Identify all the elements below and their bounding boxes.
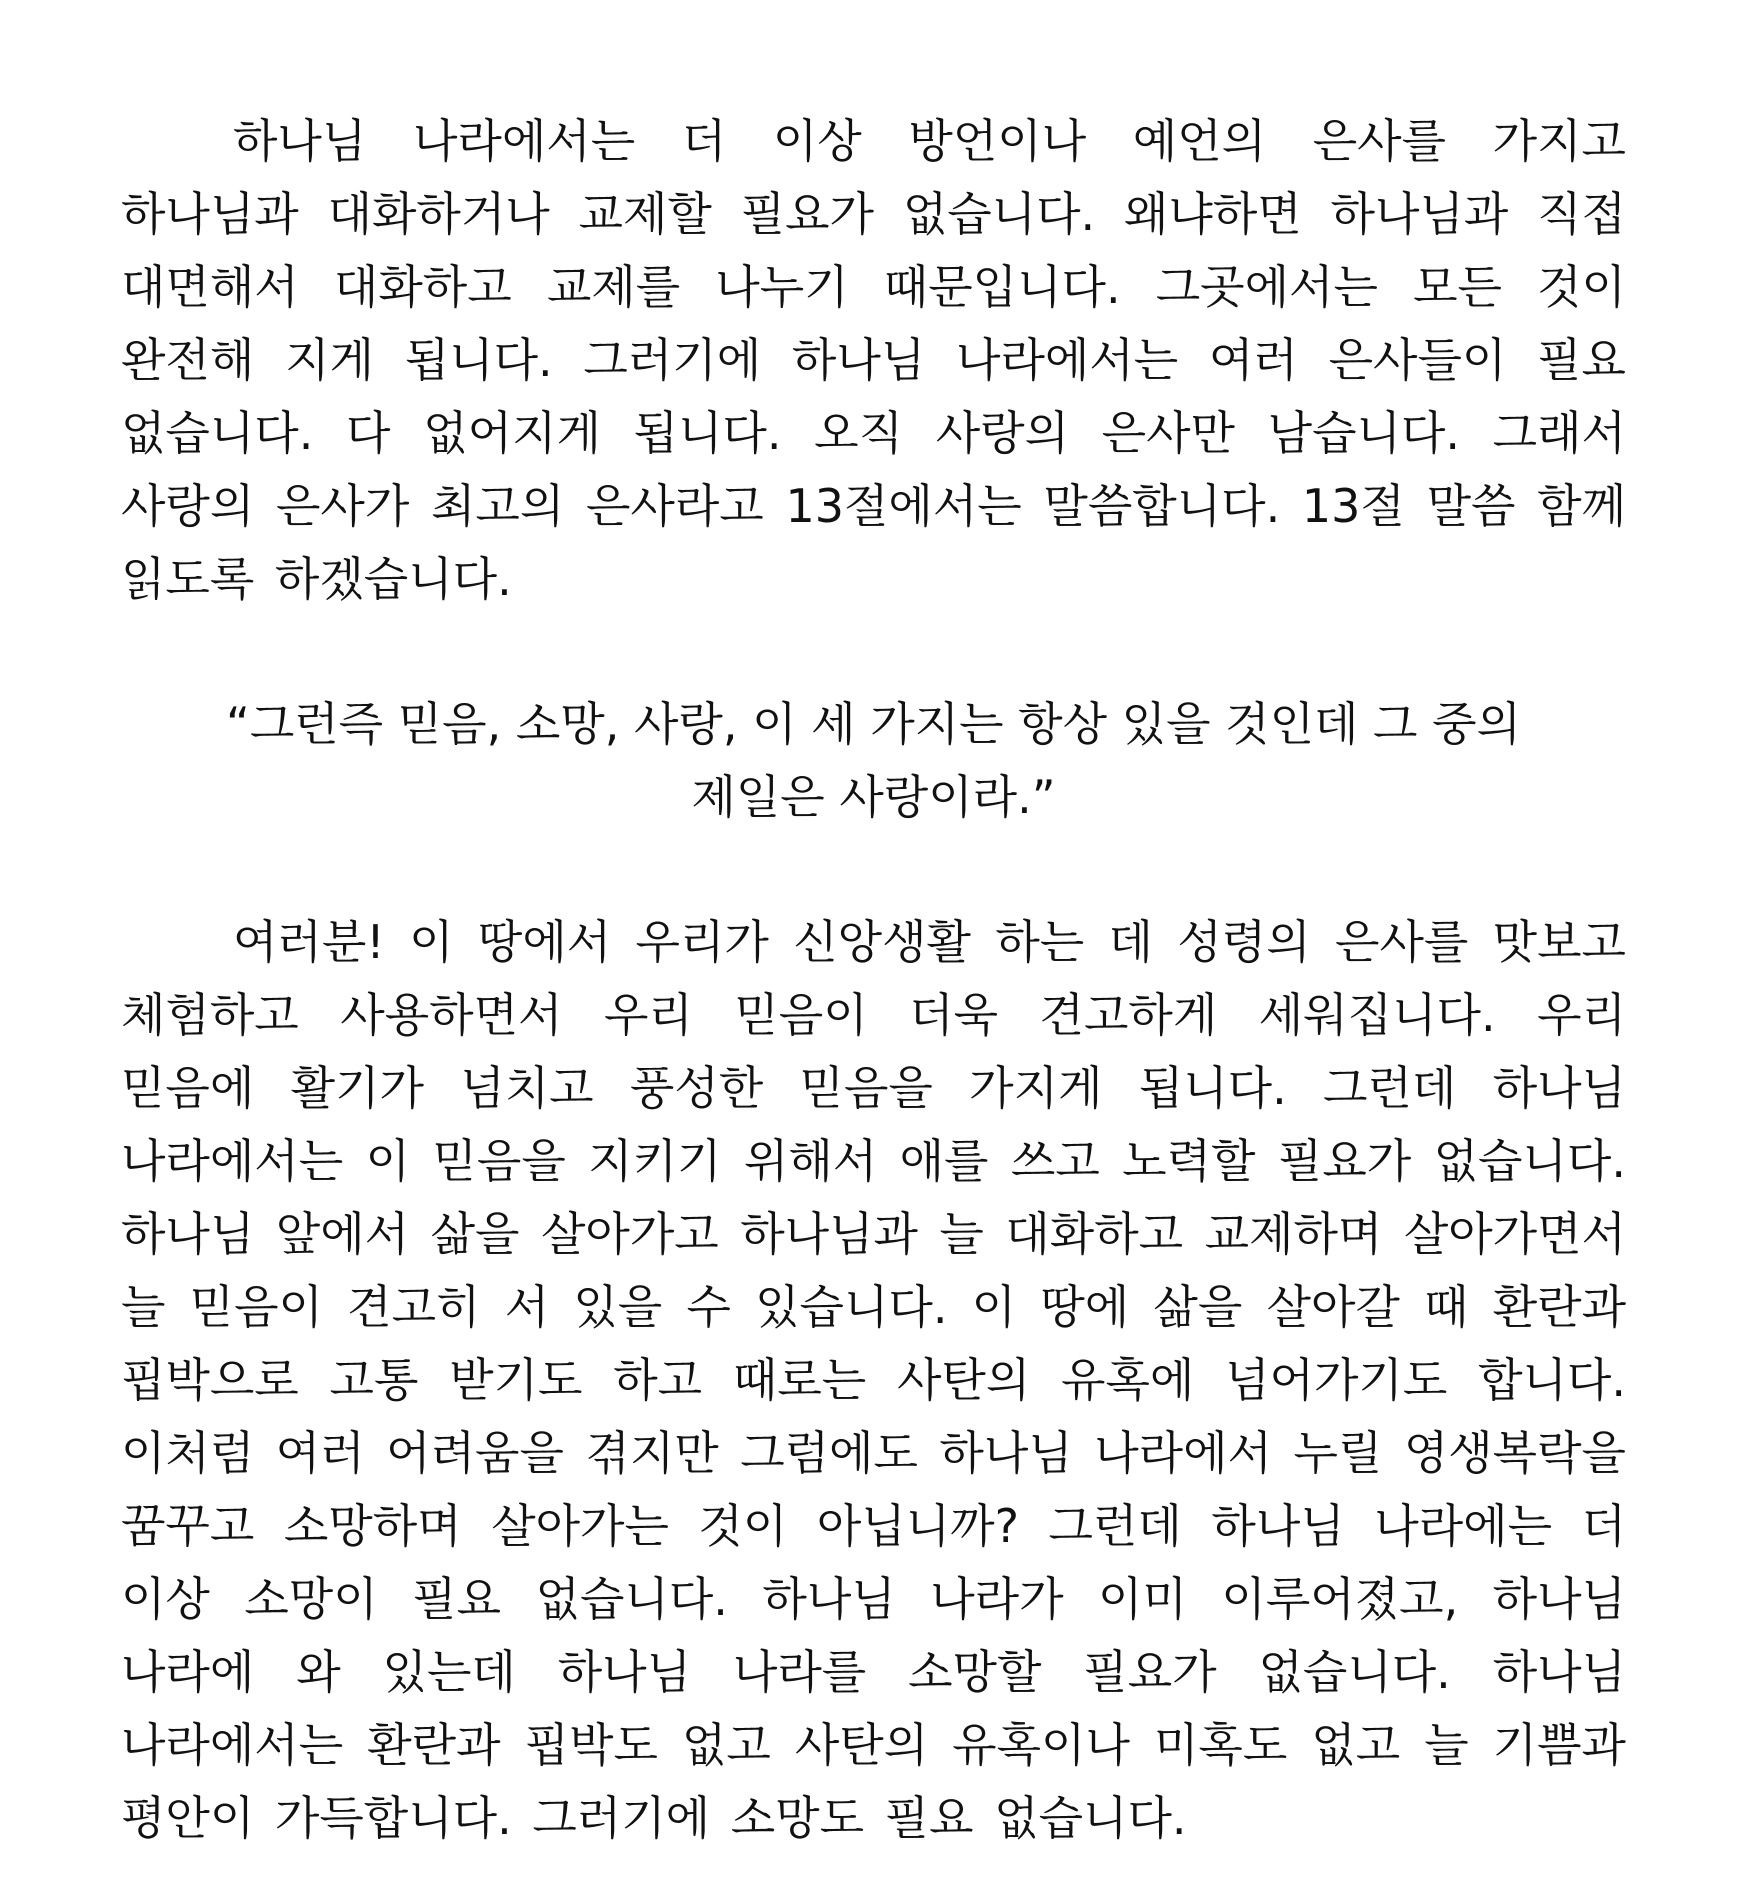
paragraph-2: 여러분! 이 땅에서 우리가 신앙생활 하는 데 성령의 은사를 맛보고 체험하고 사용하면서 우리 믿음이 더욱 견고하게 세워집니다. 우리 믿음에 활기가 넘치고 풍성한 믿음을 가지게 됩니다. 그런데 하나님 나라에서는 이 믿음을 지키기 위해서 애를 쓰고 노력할 필요가 없습니다. 하나님 앞에서 삶을 살아가고 하나님과 늘 대화하고 교제하며 살아가면서 늘 믿음이 견고히 서 있을 수 있습니다. 이 땅에 삶을 살아갈 때 환란과 핍박으로 고통 받기도 하고 때로는 사탄의 유혹에 넘어가기도 합니다. 이처럼 여러 어려움을 겪지만 그럼에도 하나님 나라에서 누릴 영생복락을 꿈꾸고 소망하며 살아가는 것이 아닙니까? 그런데 하나님 나라에는 더 이상 소망이 필요 없습니다. 하나님 나라가 이미 이루어졌고, 하나님 나라에 와 있는데 하나님 나라를 소망할 필요가 없습니다. 하나님 나라에서는 환란과 핍박도 없고 사탄의 유혹이나 미혹도 없고 늘 기쁨과 평안이 가득합니다. 그러기에 소망도 필요 없습니다. (121, 915, 1626, 1845)
paragraph-1: 하나님 나라에서는 더 이상 방언이나 예언의 은사를 가지고 하나님과 대화하거나 교제할 필요가 없습니다. 왜냐하면 하나님과 직접 대면해서 대화하고 교제를 나누기 때문입니다. 그곳에서는 모든 것이 완전해 지게 됩니다. 그러기에 하나님 나라에서는 여러 은사들이 필요 없습니다. 다 없어지게 됩니다. 오직 사랑의 은사만 남습니다. 그래서 사랑의 은사가 최고의 은사라고 13절에서는 말씀합니다. 13절 말씀 함께 읽도록 하겠습니다. (121, 114, 1626, 606)
paragraph-spacer (121, 616, 1626, 688)
document-page (121, 105, 1626, 1855)
scripture-quote: “그런즉 믿음, 소망, 사랑, 이 세 가지는 항상 있을 것인데 그 중의 제일은 사랑이라.” (225, 697, 1521, 824)
paragraph-spacer (121, 834, 1626, 906)
